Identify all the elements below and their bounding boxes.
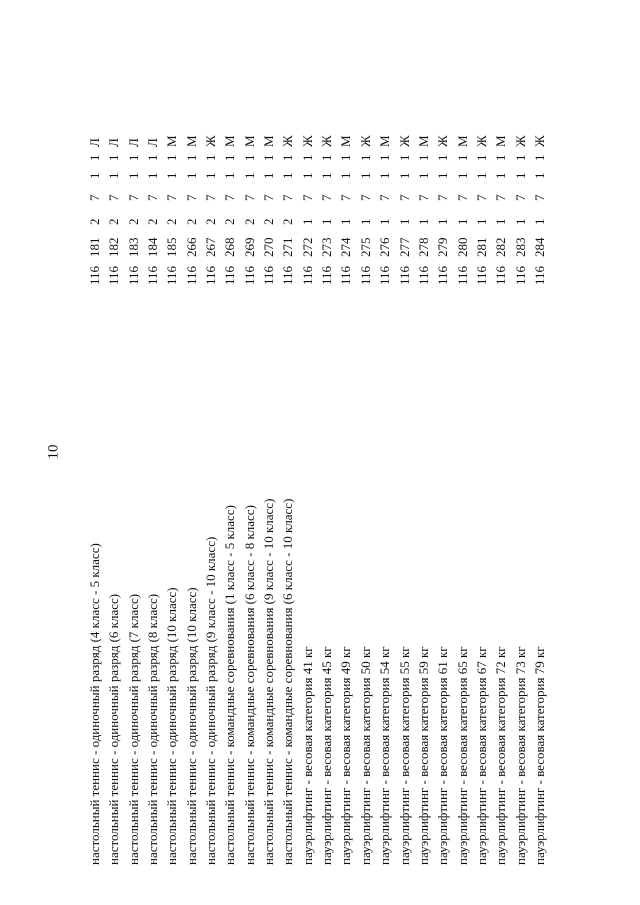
code-cell: 116: [299, 265, 315, 285]
gender-cell: Ж: [299, 135, 315, 147]
col2-cell: 7: [280, 194, 296, 201]
col1-cell: 1: [319, 218, 335, 225]
table-row: [298, 125, 317, 865]
code-cell: 116: [396, 265, 412, 285]
gender-cell: М: [222, 135, 238, 147]
gender-cell: М: [493, 135, 509, 147]
col2-cell: 7: [338, 194, 354, 201]
col3-cell: 1: [299, 172, 315, 179]
number-cell: 284: [531, 237, 547, 257]
discipline-name: настольный теннис - командные соревнования (6 класс - 10 класс): [280, 498, 296, 865]
col1-cell: 2: [183, 218, 199, 225]
number-cell: 272: [299, 237, 315, 257]
table-row: [530, 125, 549, 865]
code-cell: 116: [319, 265, 335, 285]
col3-cell: 1: [222, 172, 238, 179]
discipline-name: пауэрлифтинг - весовая категория 45 кг: [319, 646, 335, 865]
table-row: [317, 125, 336, 865]
col1-cell: 1: [435, 218, 451, 225]
discipline-name: пауэрлифтинг - весовая категория 54 кг: [377, 646, 393, 865]
col3-cell: 1: [493, 172, 509, 179]
col3-cell: 1: [377, 172, 393, 179]
number-cell: 269: [241, 237, 257, 257]
gender-cell: Ж: [396, 135, 412, 147]
table-row: [472, 125, 491, 865]
col2-cell: 7: [183, 194, 199, 201]
col4-cell: 1: [106, 154, 122, 161]
col3-cell: 1: [183, 172, 199, 179]
gender-cell: Ж: [531, 135, 547, 147]
col3-cell: 1: [241, 172, 257, 179]
col2-cell: 7: [377, 194, 393, 201]
col1-cell: 2: [106, 218, 122, 225]
col4-cell: 1: [473, 154, 489, 161]
table-row: [433, 125, 452, 865]
col4-cell: 1: [319, 154, 335, 161]
code-cell: 116: [241, 265, 257, 285]
number-cell: 185: [164, 237, 180, 257]
col3-cell: 1: [396, 172, 412, 179]
code-cell: 116: [377, 265, 393, 285]
col3-cell: 1: [531, 172, 547, 179]
gender-cell: Ж: [319, 135, 335, 147]
table-row: [162, 125, 181, 865]
discipline-name: настольный теннис - одиночный разряд (10 класс): [164, 587, 180, 865]
col3-cell: 1: [357, 172, 373, 179]
table-row: [356, 125, 375, 865]
discipline-name: настольный теннис - командные соревнования (6 класс - 8 класс): [241, 505, 257, 865]
number-cell: 266: [183, 237, 199, 257]
col3-cell: 1: [473, 172, 489, 179]
code-cell: 116: [125, 265, 141, 285]
col1-cell: 2: [261, 218, 277, 225]
col1-cell: 1: [454, 218, 470, 225]
table-row: [143, 125, 162, 865]
table-row: [278, 125, 297, 865]
col4-cell: 1: [299, 154, 315, 161]
code-cell: 116: [473, 265, 489, 285]
gender-cell: Л: [145, 138, 161, 147]
col2-cell: 7: [145, 194, 161, 201]
table-row: [104, 125, 123, 865]
col4-cell: 1: [241, 154, 257, 161]
number-cell: 183: [125, 237, 141, 257]
col4-cell: 1: [435, 154, 451, 161]
col4-cell: 1: [87, 154, 102, 161]
code-cell: 116: [164, 265, 180, 285]
col3-cell: 1: [415, 172, 431, 179]
gender-cell: М: [377, 135, 393, 147]
table-body: [85, 125, 549, 865]
col1-cell: 2: [280, 218, 296, 225]
code-cell: 116: [512, 265, 528, 285]
col4-cell: 1: [396, 154, 412, 161]
discipline-name: пауэрлифтинг - весовая категория 61 кг: [435, 646, 451, 865]
number-cell: 181: [87, 237, 102, 257]
gender-cell: Ж: [473, 135, 489, 147]
col2-cell: 7: [164, 194, 180, 201]
col1-cell: 1: [512, 218, 528, 225]
col1-cell: 1: [377, 218, 393, 225]
col2-cell: 7: [415, 194, 431, 201]
discipline-name: настольный теннис - командные соревнования (1 класс - 5 класс): [222, 505, 238, 865]
discipline-name: пауэрлифтинг - весовая категория 73 кг: [512, 646, 528, 865]
col3-cell: 1: [261, 172, 277, 179]
code-cell: 116: [183, 265, 199, 285]
gender-cell: Ж: [203, 135, 219, 147]
col2-cell: 7: [106, 194, 122, 201]
table-row: [336, 125, 355, 865]
col3-cell: 1: [338, 172, 354, 179]
col3-cell: 1: [106, 172, 122, 179]
discipline-name: настольный теннис - командные соревнования (9 класс - 10 класс): [261, 498, 277, 865]
col4-cell: 1: [512, 154, 528, 161]
number-cell: 267: [203, 237, 219, 257]
gender-cell: М: [241, 135, 257, 147]
col4-cell: 1: [454, 154, 470, 161]
table-row: [124, 125, 143, 865]
gender-cell: Ж: [512, 135, 528, 147]
gender-cell: М: [454, 135, 470, 147]
discipline-name: пауэрлифтинг - весовая категория 79 кг: [531, 646, 547, 865]
col3-cell: 1: [87, 172, 102, 179]
discipline-name: пауэрлифтинг - весовая категория 65 кг: [454, 646, 470, 865]
table-row: [259, 125, 278, 865]
col2-cell: 7: [473, 194, 489, 201]
col2-cell: 7: [87, 194, 102, 201]
gender-cell: Л: [106, 138, 122, 147]
col2-cell: 7: [203, 194, 219, 201]
col3-cell: 1: [435, 172, 451, 179]
gender-cell: Ж: [280, 135, 296, 147]
number-cell: 281: [473, 237, 489, 257]
discipline-name: настольный теннис - одиночный разряд (7 класс): [125, 593, 141, 865]
col1-cell: 1: [493, 218, 509, 225]
col2-cell: 7: [512, 194, 528, 201]
number-cell: 278: [415, 237, 431, 257]
table-row: [220, 125, 239, 865]
col4-cell: 1: [183, 154, 199, 161]
gender-cell: Ж: [357, 135, 373, 147]
discipline-name: пауэрлифтинг - весовая категория 59 кг: [415, 646, 431, 865]
gender-cell: Л: [125, 138, 141, 147]
gender-cell: М: [261, 135, 277, 147]
col4-cell: 1: [125, 154, 141, 161]
code-cell: 116: [338, 265, 354, 285]
discipline-name: настольный теннис - одиночный разряд (4 класс - 5 класс): [87, 543, 102, 865]
col2-cell: 7: [435, 194, 451, 201]
col2-cell: 7: [357, 194, 373, 201]
col2-cell: 7: [319, 194, 335, 201]
table-row: [85, 125, 104, 865]
code-cell: 116: [280, 265, 296, 285]
col1-cell: 2: [164, 218, 180, 225]
col4-cell: 1: [280, 154, 296, 161]
number-cell: 277: [396, 237, 412, 257]
number-cell: 283: [512, 237, 528, 257]
number-cell: 273: [319, 237, 335, 257]
table-row: [182, 125, 201, 865]
discipline-name: настольный теннис - одиночный разряд (6 класс): [106, 593, 122, 865]
col2-cell: 7: [222, 194, 238, 201]
col3-cell: 1: [164, 172, 180, 179]
number-cell: 270: [261, 237, 277, 257]
col1-cell: 2: [222, 218, 238, 225]
col2-cell: 7: [531, 194, 547, 201]
code-cell: 116: [357, 265, 373, 285]
col1-cell: 2: [87, 218, 102, 225]
number-cell: 276: [377, 237, 393, 257]
col1-cell: 1: [299, 218, 315, 225]
gender-cell: Ж: [435, 135, 451, 147]
col2-cell: 7: [493, 194, 509, 201]
code-cell: 116: [145, 265, 161, 285]
number-cell: 280: [454, 237, 470, 257]
col4-cell: 1: [338, 154, 354, 161]
number-cell: 268: [222, 237, 238, 257]
discipline-name: пауэрлифтинг - весовая категория 49 кг: [338, 646, 354, 865]
col3-cell: 1: [125, 172, 141, 179]
table-row: [201, 125, 220, 865]
col4-cell: 1: [493, 154, 509, 161]
table-row: [511, 125, 530, 865]
code-cell: 116: [261, 265, 277, 285]
code-cell: 116: [106, 265, 122, 285]
discipline-name: пауэрлифтинг - весовая категория 55 кг: [396, 646, 412, 865]
col2-cell: 7: [241, 194, 257, 201]
col4-cell: 1: [222, 154, 238, 161]
col1-cell: 1: [473, 218, 489, 225]
code-cell: 116: [87, 265, 102, 285]
gender-cell: М: [415, 135, 431, 147]
number-cell: 184: [145, 237, 161, 257]
discipline-name: пауэрлифтинг - весовая категория 41 кг: [299, 646, 315, 865]
col1-cell: 2: [145, 218, 161, 225]
col4-cell: 1: [145, 154, 161, 161]
col1-cell: 1: [357, 218, 373, 225]
col3-cell: 1: [512, 172, 528, 179]
code-cell: 116: [435, 265, 451, 285]
gender-cell: Л: [87, 138, 102, 147]
discipline-name: настольный теннис - одиночный разряд (9 класс - 10 класс): [203, 536, 219, 865]
code-cell: 116: [454, 265, 470, 285]
col3-cell: 1: [145, 172, 161, 179]
discipline-name: пауэрлифтинг - весовая категория 67 кг: [473, 646, 489, 865]
col3-cell: 1: [280, 172, 296, 179]
col4-cell: 1: [415, 154, 431, 161]
col4-cell: 1: [377, 154, 393, 161]
gender-cell: М: [183, 135, 199, 147]
col4-cell: 1: [531, 154, 547, 161]
discipline-name: настольный теннис - одиночный разряд (10 класс): [183, 587, 199, 865]
discipline-name: пауэрлифтинг - весовая категория 72 кг: [493, 646, 509, 865]
col2-cell: 7: [299, 194, 315, 201]
number-cell: 182: [106, 237, 122, 257]
col3-cell: 1: [203, 172, 219, 179]
col2-cell: 7: [396, 194, 412, 201]
col2-cell: 7: [261, 194, 277, 201]
table-row: [375, 125, 394, 865]
col1-cell: 1: [531, 218, 547, 225]
code-cell: 116: [203, 265, 219, 285]
col1-cell: 2: [241, 218, 257, 225]
rotated-table: [85, 125, 550, 865]
number-cell: 282: [493, 237, 509, 257]
gender-cell: М: [164, 135, 180, 147]
number-cell: 271: [280, 237, 296, 257]
col2-cell: 7: [454, 194, 470, 201]
table-row: [414, 125, 433, 865]
col4-cell: 1: [357, 154, 373, 161]
col4-cell: 1: [261, 154, 277, 161]
col4-cell: 1: [203, 154, 219, 161]
table-row: [395, 125, 414, 865]
col1-cell: 2: [203, 218, 219, 225]
col1-cell: 2: [125, 218, 141, 225]
number-cell: 279: [435, 237, 451, 257]
code-cell: 116: [222, 265, 238, 285]
page-number: 10: [45, 444, 62, 460]
col4-cell: 1: [164, 154, 180, 161]
number-cell: 275: [357, 237, 373, 257]
discipline-name: настольный теннис - одиночный разряд (8 класс): [145, 593, 161, 865]
table-row: [240, 125, 259, 865]
code-cell: 116: [415, 265, 431, 285]
code-cell: 116: [531, 265, 547, 285]
table-row: [453, 125, 472, 865]
code-cell: 116: [493, 265, 509, 285]
number-cell: 274: [338, 237, 354, 257]
col3-cell: 1: [319, 172, 335, 179]
col3-cell: 1: [454, 172, 470, 179]
gender-cell: М: [338, 135, 354, 147]
col1-cell: 1: [338, 218, 354, 225]
discipline-name: пауэрлифтинг - весовая категория 50 кг: [357, 646, 373, 865]
col2-cell: 7: [125, 194, 141, 201]
col1-cell: 1: [396, 218, 412, 225]
col1-cell: 1: [415, 218, 431, 225]
table-row: [491, 125, 510, 865]
